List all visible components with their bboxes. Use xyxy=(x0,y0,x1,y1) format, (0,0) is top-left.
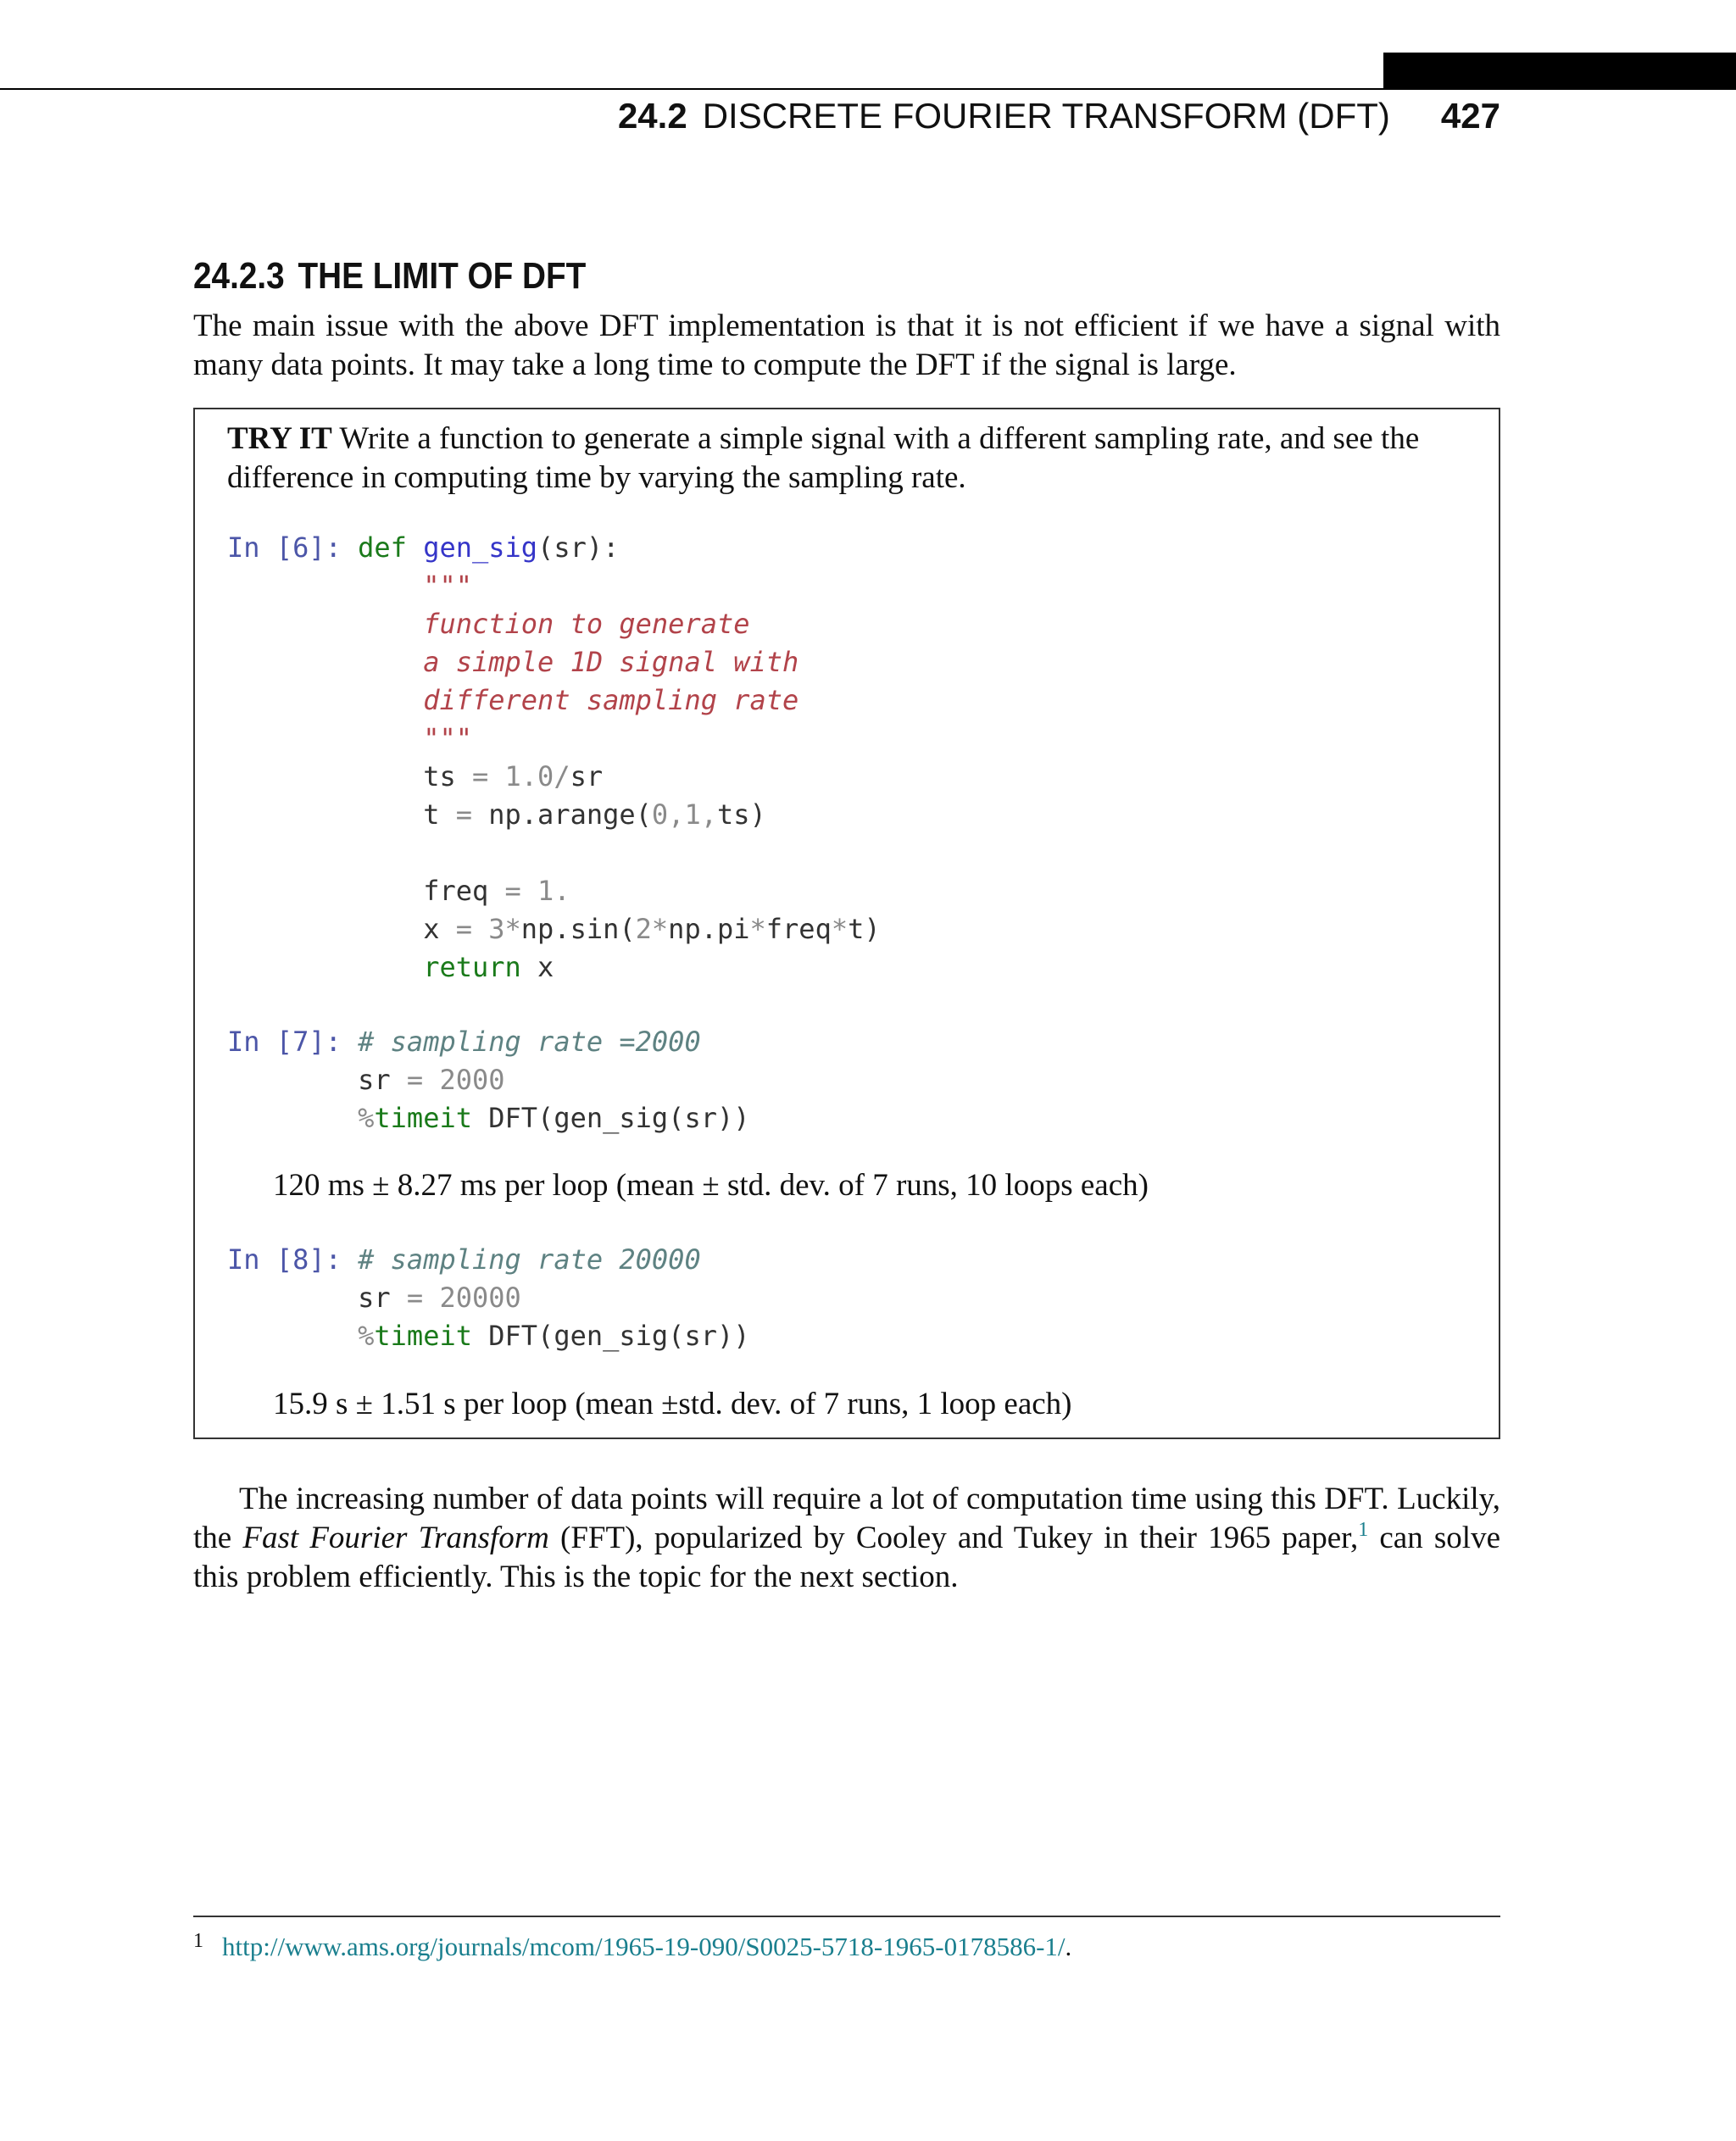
fft-term: Fast Fourier Transform xyxy=(242,1521,549,1555)
cell-7-code: # sampling rate =2000 sr = 2000 %timeit DFT(gen_sig(sr)) xyxy=(358,1026,750,1134)
section-heading xyxy=(193,251,586,302)
cell-8-output: 15.9 s ± 1.51 s per loop (mean ±std. dev. of 7 runs, 1 loop each) xyxy=(273,1387,1072,1421)
footnote-reference[interactable]: 1 xyxy=(1358,1519,1369,1541)
closing-text-start: The increasing number of data points will require a lot of computation time using this DFT. Luckily, the xyxy=(193,1482,1500,1555)
try-it-label: TRY IT xyxy=(227,421,332,456)
running-header xyxy=(509,95,1500,137)
page-number: 427 xyxy=(1440,96,1500,136)
cell-prompt: In [6]: xyxy=(227,531,342,564)
header-rule xyxy=(0,88,1736,90)
code-cell-6 xyxy=(227,529,881,987)
header-section-title: DISCRETE FOURIER TRANSFORM (DFT) xyxy=(702,96,1390,136)
cell-8-code: # sampling rate 20000 sr = 20000 %timeit DFT(gen_sig(sr)) xyxy=(358,1243,750,1352)
section-title: THE LIMIT OF DFT xyxy=(298,255,587,297)
section-number: 24.2.3 xyxy=(193,255,285,297)
footnote xyxy=(193,1924,1071,1964)
footnote-link[interactable]: http://www.ams.org/journals/mcom/1965-19-090/S0025-5718-1965-0178586-1/ xyxy=(222,1932,1066,1961)
closing-paragraph xyxy=(193,1480,1500,1597)
cell-7-output: 120 ms ± 8.27 ms per loop (mean ± std. dev. of 7 runs, 10 loops each) xyxy=(273,1168,1149,1203)
footnote-period: . xyxy=(1065,1932,1072,1961)
closing-text-middle: (FFT), popularized by Cooley and Tukey in their 1965 paper, xyxy=(548,1521,1359,1555)
footnote-rule xyxy=(193,1916,1500,1917)
intro-paragraph: The main issue with the above DFT implementation is that it is not efficient if we have a signal with many data points. It may take a long time to compute the DFT if the signal is large. xyxy=(193,309,1500,382)
cell-prompt: In [7]: xyxy=(227,1026,342,1058)
header-section-number: 24.2 xyxy=(617,96,687,136)
footnote-mark: 1 xyxy=(193,1930,203,1952)
try-it-instruction: Write a function to generate a simple signal with a different sampling rate, and see the difference in computing time by varying the sampling rate. xyxy=(227,421,1420,495)
try-it-text xyxy=(227,420,1473,498)
cell-6-code: def gen_sig(sr): """ function to generate a simple 1D signal with different sampling rate """ ts = 1.0/sr t = np.arange(0,1,ts) freq = 1. x = 3*np.sin(2*np.pi*freq*t) return x xyxy=(358,531,881,983)
chapter-tab-marker xyxy=(1383,53,1736,88)
code-cell-7 xyxy=(227,1023,750,1137)
code-cell-8 xyxy=(227,1241,750,1355)
closing-text-end: can solve this problem efficiently. This is the topic for the next section. xyxy=(193,1521,1501,1594)
try-it-box xyxy=(193,408,1500,1439)
cell-prompt: In [8]: xyxy=(227,1243,342,1276)
